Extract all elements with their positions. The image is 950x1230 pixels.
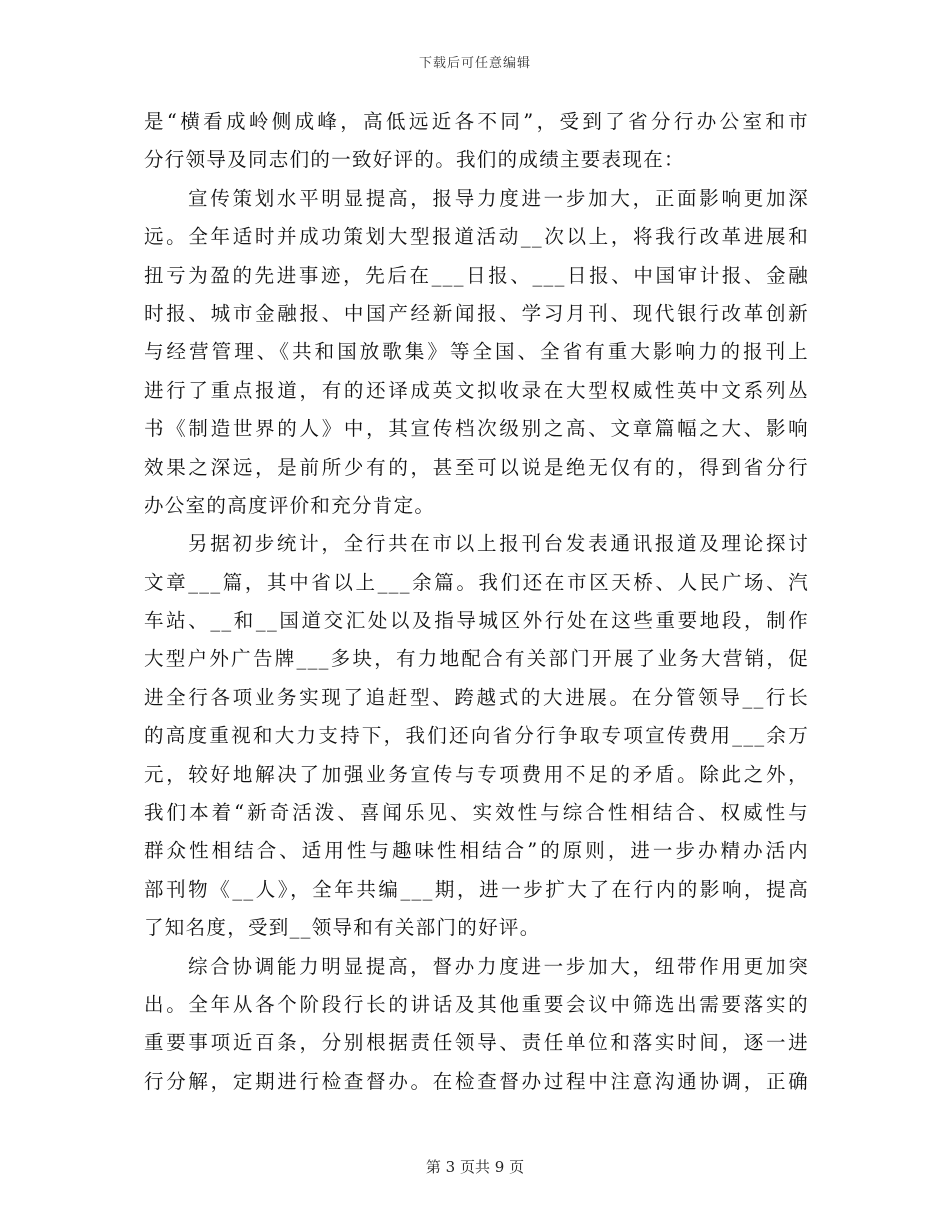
paragraph-start-line: 另据初步统计，全行共在市以上报刊台发表通讯报道及理论探讨: [188, 532, 809, 556]
text-line: 群众性相结合、适用性与趣味性相结合”的原则，进一步办精办活内: [144, 839, 809, 863]
text-line: 的高度重视和大力支持下，我们还向省分行争取专项宣传费用___余万: [144, 724, 809, 748]
text-line: 是“横看成岭侧成峰，高低远近各不同”，受到了省分行办公室和市: [144, 110, 809, 133]
text-line: 部刊物《__人》，全年共编___期，进一步扩大了在行内的影响，提高: [144, 877, 809, 901]
paragraph-start-line: 综合协调能力明显提高，督办力度进一步加大，纽带作用更加突: [188, 954, 809, 978]
text-line: 大型户外广告牌___多块，有力地配合有关部门开展了业务大营销，促: [144, 647, 809, 671]
text-line: 文章___篇，其中省以上___余篇。我们还在市区天桥、人民广场、汽: [144, 570, 809, 594]
text-line: 书《制造世界的人》中，其宣传档次级别之高、文章篇幅之大、影响: [144, 417, 809, 441]
document-body: [144, 103, 809, 1101]
text-line: 进全行各项业务实现了追赶型、跨越式的大进展。在分管领导__行长: [144, 685, 809, 709]
text-line: 我们本着“新奇活泼、喜闻乐见、实效性与综合性相结合、权威性与: [144, 801, 809, 825]
text-line: 出。全年从各个阶段行长的讲话及其他重要会议中筛选出需要落实的: [144, 992, 809, 1016]
text-line: 远。全年适时并成功策划大型报道活动__次以上，将我行改革进展和: [144, 225, 809, 249]
text-line: 扭亏为盈的先进事迹，先后在___日报、___日报、中国审计报、金融: [144, 263, 809, 287]
text-line: 进行了重点报道，有的还译成英文拟收录在大型权威性英中文系列丛: [144, 378, 809, 402]
text-line: 分行领导及同志们的一致好评的。我们的成绩主要表现在：: [144, 148, 685, 172]
text-line: 重要事项近百条，分别根据责任领导、责任单位和落实时间，逐一进: [144, 1031, 809, 1055]
page-number-footer: 第 3 页共 9 页: [425, 1158, 525, 1176]
text-line: 办公室的高度评价和充分肯定。: [144, 493, 436, 517]
text-line: 效果之深远，是前所少有的，甚至可以说是绝无仅有的，得到省分行: [144, 455, 809, 479]
text-line: 元，较好地解决了加强业务宣传与专项费用不足的矛盾。除此之外，: [144, 762, 809, 786]
text-line: 车站、__和__国道交汇处以及指导城区外行处在这些重要地段，制作: [144, 609, 809, 633]
text-line: 时报、城市金融报、中国产经新闻报、学习月刊、现代银行改革创新: [144, 301, 809, 325]
paragraph-start-line: 宣传策划水平明显提高，报导力度进一步加大，正面影响更加深: [188, 186, 809, 210]
text-line: 了知名度，受到__领导和有关部门的好评。: [144, 916, 541, 940]
text-line: 与经营管理、《共和国放歌集》等全国、全省有重大影响力的报刊上: [144, 340, 809, 364]
page-header: 下载后可任意编辑: [418, 56, 531, 71]
text-line: 行分解，定期进行检查督办。在检查督办过程中注意沟通协调，正确: [144, 1069, 809, 1093]
